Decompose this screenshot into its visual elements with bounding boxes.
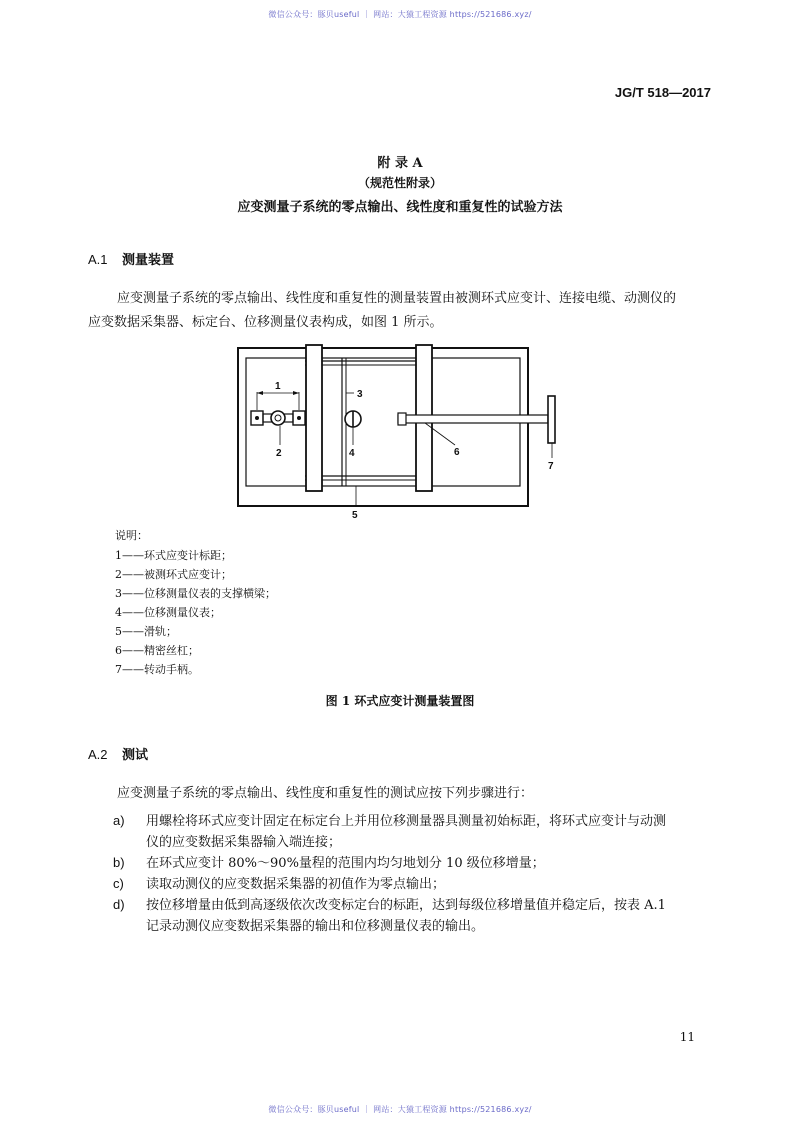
lead-screw-end [398, 413, 406, 425]
legend-item-1: 1——环式应变计标距； [115, 549, 232, 562]
section-a1-title: 测量装置 [122, 253, 175, 268]
legend-item-2: 2——被测环式应变计； [115, 568, 232, 581]
frame-outer [238, 348, 528, 506]
legend-item-5: 5——滑轨； [115, 625, 177, 638]
ring-gauge [271, 411, 285, 425]
step-b-line1: 在环式应变计 80%～90%量程的范围内均匀地划分 10 级位移增量； [146, 856, 545, 871]
legend-item-3: 3——位移测量仪表的支撑横梁； [115, 587, 276, 600]
legend-item-7: 7——转动手柄。 [115, 663, 199, 676]
right-bolt [297, 416, 301, 420]
appendix-subtitle: （规范性附录） [357, 176, 442, 190]
dim-arrow-left [257, 391, 263, 395]
standard-code: JG/T 518—2017 [614, 85, 711, 100]
step-a-line1: 用螺栓将环式应变计固定在标定台上并用位移测量器具测量初始标距，将环式应变计与动测 [146, 814, 667, 829]
turn-handle [548, 396, 555, 443]
lead-screw [398, 415, 548, 423]
label-3: 3 [357, 389, 363, 400]
step-a [113, 810, 666, 829]
step-a-line2: 仪的应变数据采集器输入端连接； [146, 835, 342, 850]
section-a2-number: A.2 [88, 747, 108, 762]
label-6: 6 [454, 447, 460, 458]
watermark-bottom: 微信公众号：豚贝useful ｜ 网站：大猿工程资源 https://521686.xyz/ [268, 1105, 532, 1114]
step-c-line1: 读取动测仪的应变数据采集器的初值作为零点输出； [146, 877, 446, 892]
section-a2-title: 测试 [122, 748, 149, 763]
step-a-mark: a) [113, 813, 125, 828]
left-bolt [255, 416, 259, 420]
appendix-heading: 应变测量子系统的零点输出、线性度和重复性的试验方法 [237, 200, 563, 215]
label-4: 4 [349, 448, 355, 459]
step-c-mark: c) [113, 876, 124, 891]
step-b [113, 852, 545, 871]
dim-arrow-right [293, 391, 299, 395]
step-d [113, 894, 666, 913]
step-d-line1: 按位移增量由低到高逐级依次改变标定台的标距，达到每级位移增量值并稳定后，按表 A.1 [146, 898, 666, 913]
legend-item-4: 4——位移测量仪表； [115, 606, 221, 619]
label-5: 5 [352, 510, 358, 521]
label-2: 2 [276, 448, 282, 459]
measurement-device-figure [0, 0, 800, 530]
legend-item-6: 6——精密丝杠； [115, 644, 199, 657]
section-a1-para-line2: 应变数据采集器、标定台、位移测量仪表构成，如图 1 所示。 [88, 315, 443, 330]
left-carriage [306, 345, 322, 491]
legend-title: 说明： [115, 529, 148, 542]
section-a1-number: A.1 [88, 252, 108, 267]
appendix-title: 附 录 A [377, 156, 423, 171]
section-a2-intro: 应变测量子系统的零点输出、线性度和重复性的测试应按下列步骤进行： [117, 786, 534, 801]
step-d-mark: d) [113, 897, 125, 912]
label-7: 7 [548, 461, 554, 472]
label-1: 1 [275, 381, 281, 392]
step-b-mark: b) [113, 855, 125, 870]
page-number: 11 [679, 1030, 695, 1044]
step-d-line2: 记录动测仪应变数据采集器的输出和位移测量仪表的输出。 [146, 919, 485, 934]
step-c [113, 873, 445, 892]
section-a1-para-line1: 应变测量子系统的零点输出、线性度和重复性的测量装置由被测环式应变计、连接电缆、动测仪的 [117, 291, 677, 306]
figure-caption: 图 1 环式应变计测量装置图 [325, 694, 475, 708]
section-a2-heading [88, 744, 148, 763]
watermark-top: 微信公众号：豚贝useful ｜ 网站：大猿工程资源 https://521686.xyz/ [268, 10, 532, 19]
